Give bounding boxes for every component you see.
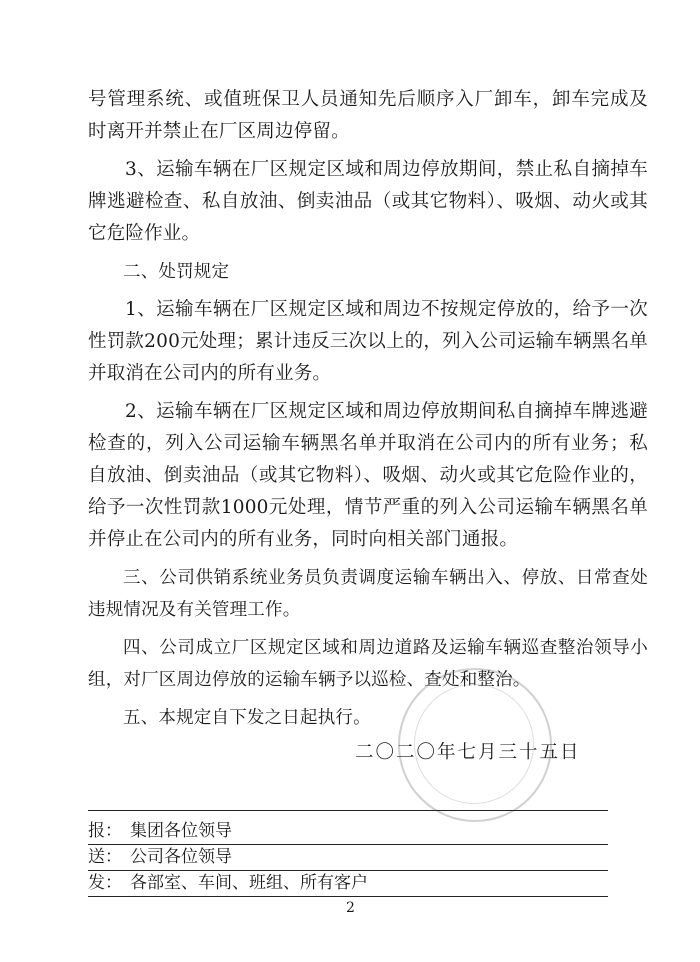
- paragraph-2: 3、运输车辆在厂区规定区域和周边停放期间，禁止私自摘掉车牌逃避检查、私自放油、倒卖油品（或其它物料）、吸烟、动火或其它危险作业。: [88, 159, 648, 244]
- paragraph-6: 四、公司成立厂区规定区域和周边道路及运输车辆巡查整治领导小组，对厂区周边停放的运输车辆予以巡检、查处和整治。: [88, 638, 648, 690]
- divider-line: [88, 810, 608, 811]
- issue-label: 发：: [88, 873, 122, 893]
- paragraph-1: 号管理系统、或值班保卫人员通知先后顺序入厂卸车，卸车完成及时离开并禁止在厂区周边停留。: [88, 89, 648, 142]
- paragraph-3: 1、运输车辆在厂区规定区域和周边不按规定停放的，给予一次性罚款200元处理；累计违反三次以上的，列入公司运输车辆黑名单并取消在公司内的所有业务。: [88, 299, 648, 384]
- distribution-issue: [88, 872, 608, 894]
- document-body: [88, 84, 648, 740]
- send-label: 送：: [88, 847, 122, 867]
- paragraph-5: 三、公司供销系统业务员负责调度运输车辆出入、停放、日常查处违规情况及有关管理工作。: [88, 568, 648, 620]
- divider-line: [88, 844, 608, 845]
- paragraph-4: 2、运输车辆在厂区规定区域和周边停放期间私自摘掉车牌逃避检查的，列入公司运输车辆黑名单并取消在公司内的所有业务；私自放油、倒卖油品（或其它物料）、吸烟、动火或其它危险作业的，给予一次性罚款1000元处理，情节严重的列入公司运输车辆黑名单并停止在公司内的所有业务，同时向相关部门通报。: [88, 401, 648, 550]
- send-recipients: 公司各位领导: [130, 847, 232, 867]
- paragraph-7: 五、本规定自下发之日起执行。: [123, 708, 371, 728]
- page-number: 2: [346, 900, 355, 916]
- distribution-report: [88, 820, 608, 842]
- report-recipients: 集团各位领导: [130, 821, 232, 841]
- report-label: 报：: [88, 821, 122, 841]
- issue-recipients: 各部室、车间、班组、所有客户: [130, 873, 368, 893]
- divider-line: [88, 896, 608, 897]
- distribution-send: [88, 846, 608, 868]
- divider-line: [88, 870, 608, 871]
- document-date: 二〇二〇年七月三十五日: [355, 742, 581, 763]
- section-heading-2: 二、处罚规定: [123, 262, 230, 282]
